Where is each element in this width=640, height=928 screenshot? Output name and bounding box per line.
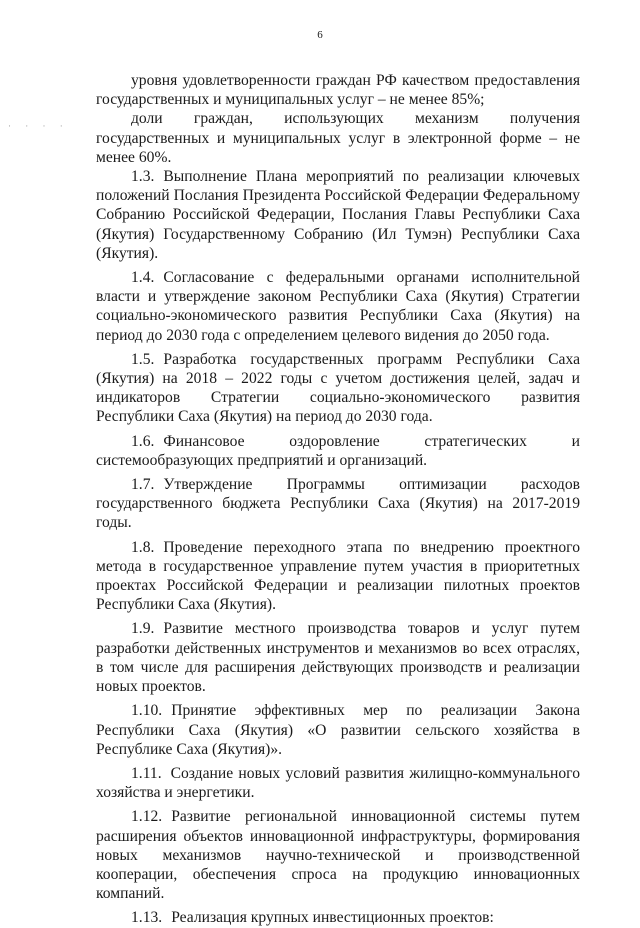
clause-text: Создание новых условий развития жилищно-коммунального хозяйства и энергетики.: [96, 764, 580, 802]
clause-text: Развитие региональной инновационной системы путем расширения объектов инновационной инфраструктуры, формирования новых механизмов научно-технической и производственной кооперации, обеспечения спроса на продукцию инновационных компаний.: [96, 808, 580, 903]
clause-1-12: [96, 807, 580, 903]
paragraph-electronic-services-share: [96, 109, 580, 167]
clause-1-10: [96, 701, 580, 759]
clause-text: Развитие местного производства товаров и услуг путем разработки действенных инструментов и механизмов во всех отраслях, в том числе для расширения действующих производств и реализации новых проектов.: [96, 620, 580, 696]
clause-number: 1.4.: [131, 269, 155, 287]
clause-number: 1.9.: [131, 620, 155, 638]
paragraph-text: уровня удовлетворенности граждан РФ качеством предоставления государственных и муниципальных услуг – не менее 85%;: [96, 72, 580, 109]
clause-1-13: [96, 908, 580, 927]
clause-number: 1.12.: [131, 808, 163, 826]
clause-1-11: [96, 764, 580, 802]
clause-number: 1.11.: [131, 764, 162, 782]
clause-text: Согласование с федеральными органами исполнительной власти и утверждение законом Республики Саха (Якутия) Стратегии социально-экономического развития Республики Саха (Якутия) на период до 2030 года с определением целевого видения до 2050 года.: [96, 269, 580, 344]
clause-number: 1.8.: [131, 538, 155, 556]
clause-1-9: [96, 619, 580, 696]
clause-1-3: [96, 167, 580, 263]
clause-1-5: [96, 350, 580, 427]
clause-1-6: [96, 432, 580, 470]
clause-number: 1.13.: [131, 909, 163, 927]
clause-text: Выполнение Плана мероприятий по реализации ключевых положений Послания Президента Российской Федерации Федеральному Собранию Российской Федерации, Послания Главы Республики Саха (Якутия) Государственному Собранию (Ил Тумэн) Республики Саха (Якутия).: [96, 168, 580, 262]
document-body: [96, 71, 580, 928]
paragraph-text: доли граждан, использующих механизм получения государственных и муниципальных услуг в электронной форме – не менее 60%.: [96, 110, 580, 166]
clause-text: Принятие эффективных мер по реализации Закона Республики Саха (Якутия) «О развитии сельского хозяйства в Республике Саха (Якутия)».: [96, 702, 580, 758]
clause-number: 1.6.: [131, 432, 155, 450]
clause-1-4: [96, 268, 580, 345]
clause-number: 1.7.: [131, 476, 155, 494]
clause-number: 1.5.: [131, 350, 155, 368]
clause-text: Утверждение Программы оптимизации расходов государственного бюджета Республики Саха (Якутия) на 2017-2019 годы.: [96, 476, 580, 532]
scan-margin-marks: · · · ·: [8, 121, 69, 131]
clause-number: 1.10.: [131, 702, 163, 720]
clause-text: Финансовое оздоровление стратегических и системообразующих предприятий и организаций.: [96, 432, 580, 469]
clause-text: Реализация крупных инвестиционных проектов:: [171, 909, 494, 927]
clause-text: Проведение переходного этапа по внедрению проектного метода в государственное управление путем участия в приоритетных проектах Российской Федерации и реализации пилотных проектов Республики Саха (Якутия).: [96, 538, 580, 614]
clause-1-8: [96, 538, 580, 615]
clause-1-7: [96, 475, 580, 533]
page-number: 6: [317, 29, 323, 41]
paragraph-satisfaction-level: [96, 71, 580, 109]
clause-number: 1.3.: [131, 168, 155, 186]
clause-text: Разработка государственных программ Республики Саха (Якутия) на 2018 – 2022 годы с учетом достижения целей, задач и индикаторов Стратегии социально-экономического развития Республики Саха (Якутия) на период до 2030 года.: [96, 350, 580, 426]
